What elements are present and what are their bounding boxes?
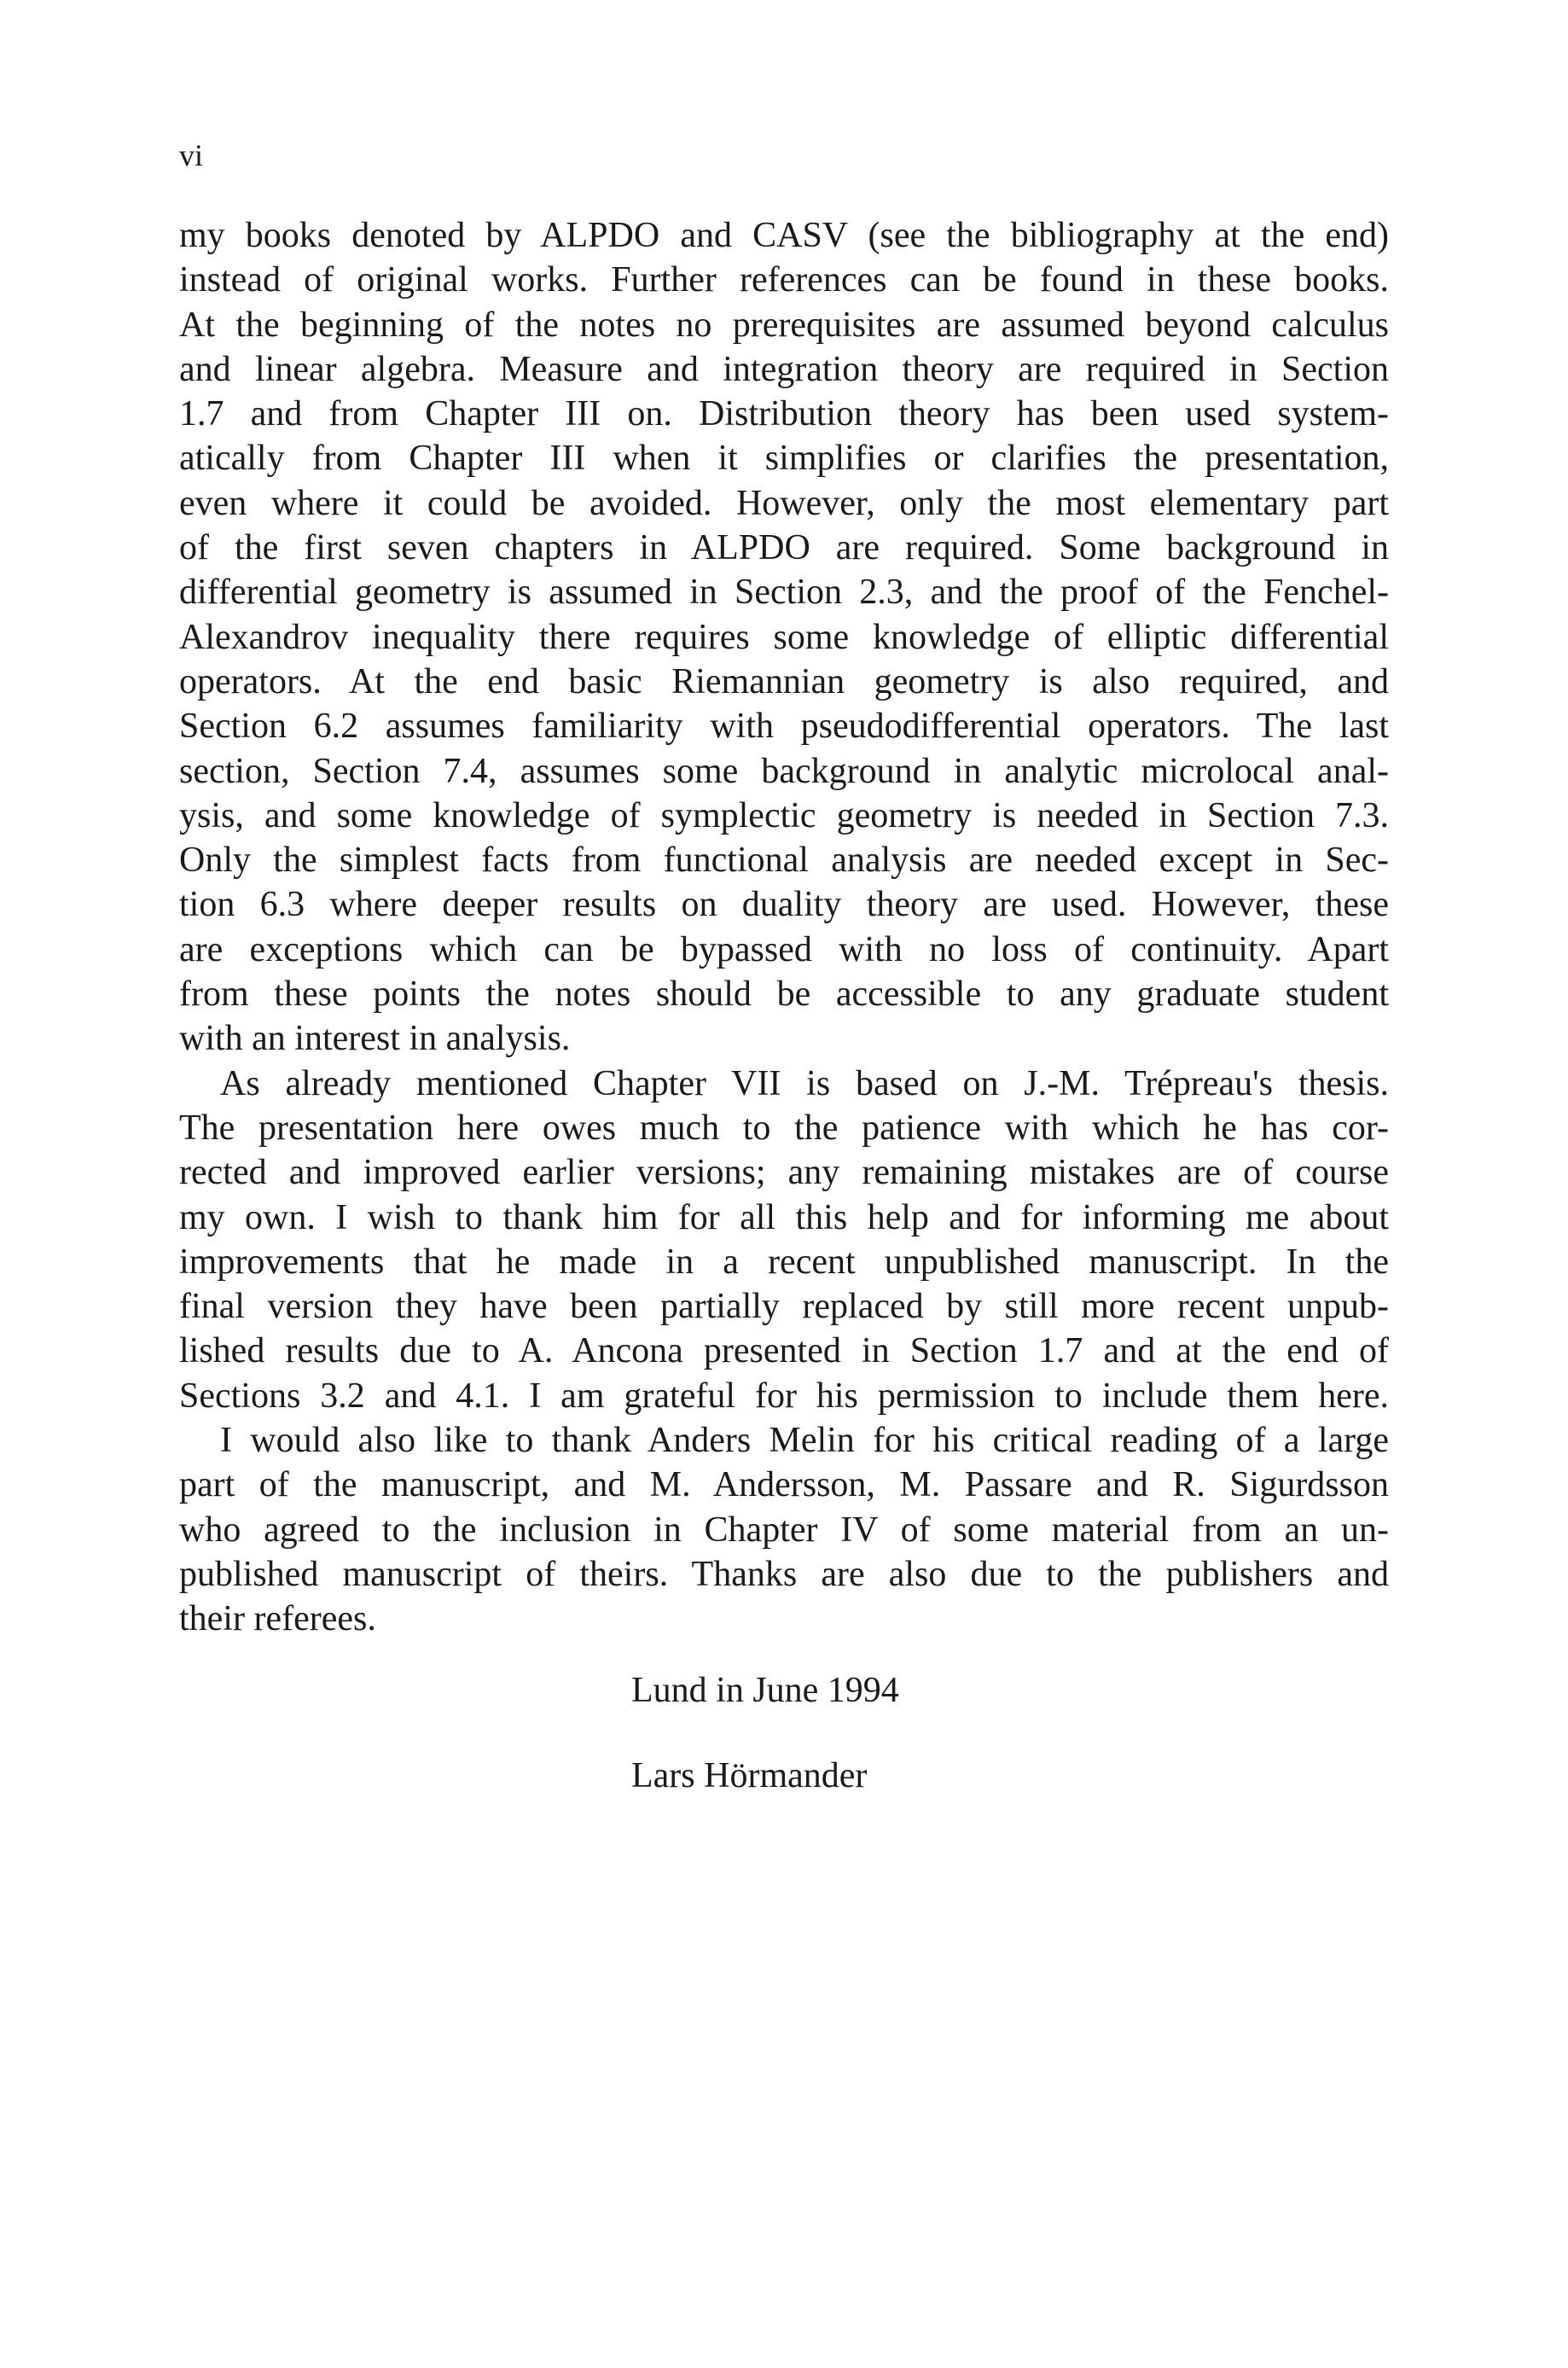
text-line: are exceptions which can be bypassed with no loss of continuity. Apart bbox=[179, 929, 1389, 969]
text-line: The presentation here owes much to the patience with which he has cor- bbox=[179, 1108, 1389, 1148]
text-line: instead of original works. Further references can be found in these books. bbox=[179, 260, 1389, 300]
text-line: from these points the notes should be accessible to any graduate student bbox=[179, 975, 1389, 1015]
text-line: At the beginning of the notes no prerequisites are assumed beyond calculus bbox=[179, 305, 1389, 345]
preface-text bbox=[179, 213, 1389, 1642]
paragraph-2 bbox=[179, 1062, 1389, 1418]
text-line: my books denoted by ALPDO and CASV (see the bibliography at the end) bbox=[179, 216, 1389, 255]
text-line: As already mentioned Chapter VII is based on J.-M. Trépreau's thesis. bbox=[220, 1063, 1389, 1103]
text-line: my own. I wish to thank him for all this help and for informing me about bbox=[179, 1197, 1389, 1237]
text-line: rected and improved earlier versions; any remaining mistakes are of course bbox=[179, 1153, 1389, 1193]
text-line: improvements that he made in a recent unpublished manuscript. In the bbox=[179, 1242, 1389, 1282]
text-line: Alexandrov inequality there requires some knowledge of elliptic differential bbox=[179, 617, 1389, 657]
text-line: operators. At the end basic Riemannian geometry is also required, and bbox=[179, 661, 1389, 701]
text-line: and linear algebra. Measure and integration theory are required in Section bbox=[179, 349, 1389, 389]
text-line: tion 6.3 where deeper results on duality theory are used. However, these bbox=[179, 885, 1389, 925]
text-line: final version they have been partially replaced by still more recent unpub- bbox=[179, 1287, 1389, 1327]
paragraph-3 bbox=[179, 1418, 1389, 1641]
text-line: ysis, and some knowledge of symplectic geometry is needed in Section 7.3. bbox=[179, 795, 1389, 835]
text-line: lished results due to A. Ancona presented in Section 1.7 and at the end of bbox=[179, 1331, 1389, 1371]
paragraph-1 bbox=[179, 213, 1389, 1062]
page-number: vi bbox=[179, 138, 204, 172]
text-line: part of the manuscript, and M. Andersson, M. Passare and R. Sigurdsson bbox=[179, 1465, 1389, 1505]
text-line: Section 6.2 assumes familiarity with pseudodifferential operators. The last bbox=[179, 707, 1389, 747]
text-line: published manuscript of theirs. Thanks are also due to the publishers and bbox=[179, 1554, 1389, 1594]
place-date-text: Lund in June 1994 bbox=[631, 1671, 899, 1710]
text-line: with an interest in analysis. bbox=[179, 1019, 571, 1059]
text-line: differential geometry is assumed in Section 2.3, and the proof of the Fenchel- bbox=[179, 573, 1389, 613]
text-line: 1.7 and from Chapter III on. Distribution theory has been used system- bbox=[179, 394, 1389, 434]
text-line: their referees. bbox=[179, 1599, 376, 1639]
text-line: even where it could be avoided. However, only the most elementary part bbox=[179, 483, 1389, 523]
text-line: I would also like to thank Anders Melin for his critical reading of a large bbox=[220, 1421, 1389, 1461]
text-line: section, Section 7.4, assumes some background in analytic microlocal anal- bbox=[179, 751, 1389, 791]
text-line: atically from Chapter III when it simplifies or clarifies the presentation, bbox=[179, 439, 1389, 479]
text-line: Sections 3.2 and 4.1. I am grateful for his permission to include them here. bbox=[179, 1376, 1389, 1416]
author-name: Lars Hörmander bbox=[631, 1756, 868, 1795]
text-line: Only the simplest facts from functional analysis are needed except in Sec- bbox=[179, 841, 1389, 881]
text-line: who agreed to the inclusion in Chapter IV of some material from an un- bbox=[179, 1510, 1389, 1550]
text-line: of the first seven chapters in ALPDO are required. Some background in bbox=[179, 528, 1389, 568]
